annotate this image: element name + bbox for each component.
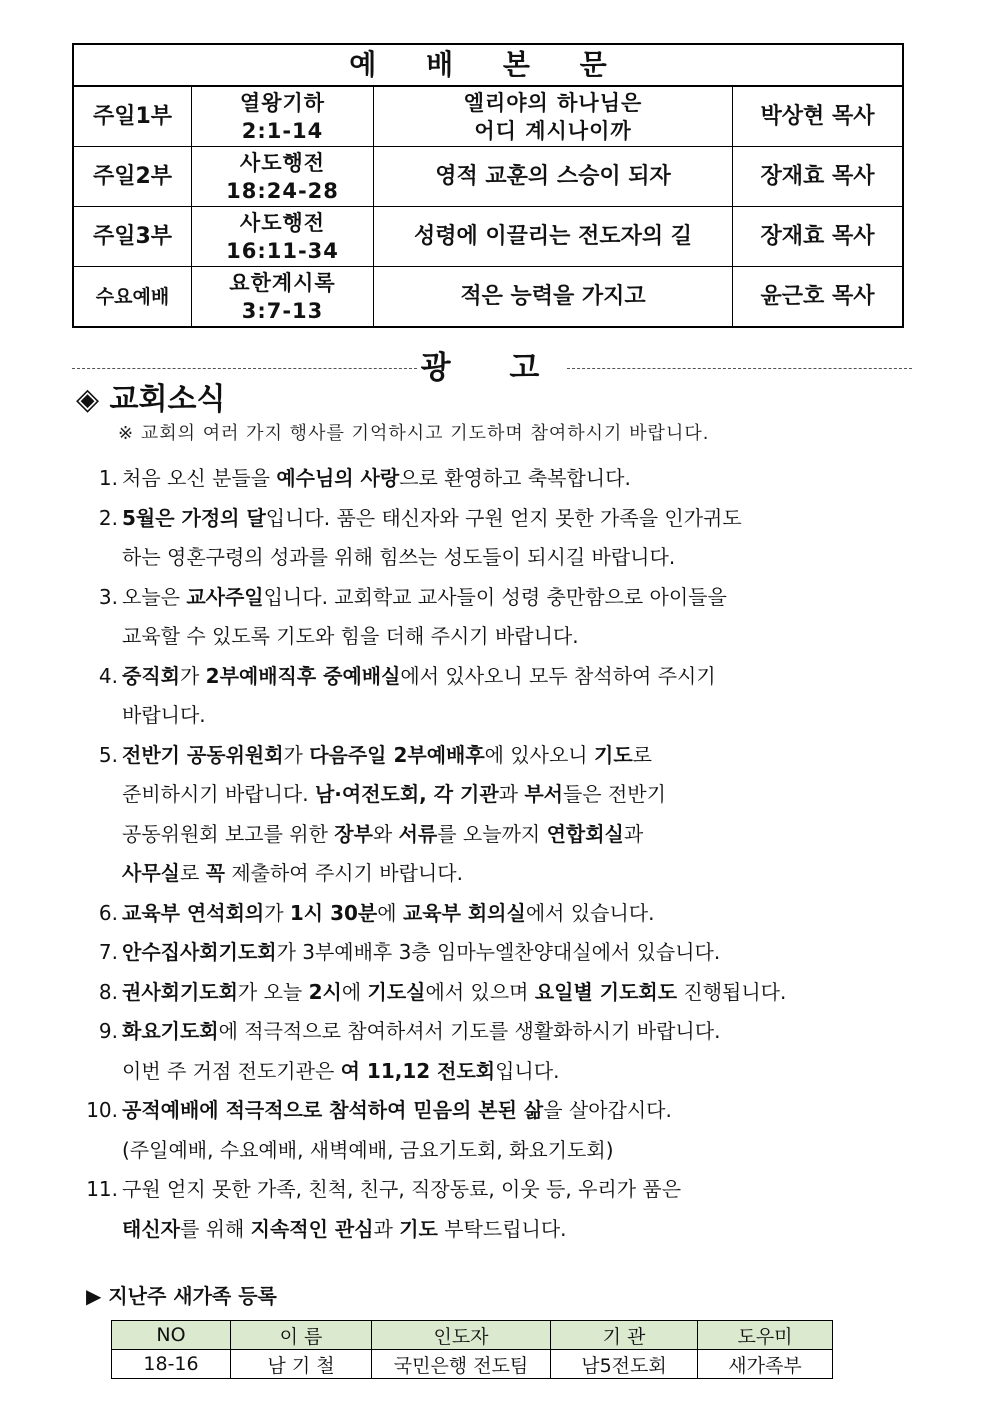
list-item-continued: 이번 주 거점 전도기관은 여 11,12 전도회입니다. — [122, 1058, 560, 1083]
new-family-table — [111, 1320, 833, 1379]
list-item: 11. 구원 얻지 못한 가족, 친척, 친구, 직장동료, 이웃 등, 우리가 품은 — [86, 1177, 682, 1201]
list-item: 4. 중직회가 2부예배직후 중예배실에서 있사오니 모두 참석하여 주시기 — [98, 663, 716, 688]
table-cell: 국민은행 전도팀 — [372, 1350, 551, 1379]
list-item: 9. 화요기도회에 적극적으로 참여하셔서 기도를 생활화하시기 바랍니다. — [98, 1019, 721, 1043]
list-item-continued: 하는 영혼구령의 성과를 위해 힘쓰는 성도들이 되시길 바랍니다. — [122, 545, 676, 569]
worship-row — [73, 267, 903, 328]
dashed-line — [72, 368, 417, 369]
new-family-title: ▶ 지난주 새가족 등록 — [86, 1284, 277, 1308]
list-item: 2. 5월은 가정의 달입니다. 품은 태신자와 구원 얻지 못한 가족을 인가귀도 — [98, 505, 742, 530]
scripture-ref: 열왕기하 2:1-14 — [192, 86, 374, 147]
scripture-ref: 사도행전 16:11-34 — [192, 207, 374, 267]
worship-row — [73, 86, 903, 147]
list-item-continued: 준비하시기 바랍니다. 남·여전도회, 각 기관과 부서들은 전반기 — [122, 782, 666, 806]
list-item-continued: (주일예배, 수요예배, 새벽예배, 금요기도회, 화요기도회) — [122, 1137, 614, 1162]
table-cell: 남 기 철 — [231, 1350, 372, 1379]
service-name: 주일1부 — [73, 86, 192, 147]
worship-title: 예 배 본 문 — [73, 44, 903, 86]
worship-table — [72, 43, 904, 328]
table-cell: 남5전도회 — [551, 1350, 698, 1379]
preacher: 장재효 목사 — [733, 207, 904, 267]
list-item: 3. 오늘은 교사주일입니다. 교회학교 교사들이 성령 충만함으로 아이들을 — [98, 584, 727, 609]
service-name: 주일3부 — [73, 207, 192, 267]
scripture-ref: 사도행전 18:24-28 — [192, 147, 374, 207]
preacher: 장재효 목사 — [733, 147, 904, 207]
sermon-title: 성령에 이끌리는 전도자의 길 — [374, 207, 733, 267]
service-name: 수요예배 — [73, 267, 192, 328]
table-cell: 새가족부 — [698, 1350, 833, 1379]
dashed-line — [567, 368, 912, 369]
note-text: ※ 교회의 여러 가지 행사를 기억하시고 기도하며 참여하시기 바랍니다. — [118, 423, 710, 444]
sermon-title: 영적 교훈의 스승이 되자 — [374, 147, 733, 207]
sermon-title: 엘리야의 하나님은 어디 계시나이까 — [374, 86, 733, 147]
table-header-row — [112, 1321, 833, 1350]
announcement-heading: 광 고 — [420, 350, 564, 386]
table-row — [112, 1350, 833, 1379]
worship-row — [73, 147, 903, 207]
column-header: 도우미 — [698, 1321, 833, 1350]
column-header: 인도자 — [372, 1321, 551, 1350]
list-item: 5. 전반기 공동위원회가 다음주일 2부예배후에 있사오니 기도로 — [98, 742, 652, 767]
list-item-continued: 사무실로 꼭 제출하여 주시기 바랍니다. — [122, 861, 463, 885]
sermon-title: 적은 능력을 가지고 — [374, 267, 733, 328]
list-item-continued: 교육할 수 있도록 기도와 힘을 더해 주시기 바랍니다. — [122, 624, 579, 648]
worship-row — [73, 207, 903, 267]
announcement-list — [76, 462, 936, 1252]
list-item: 8. 권사회기도회가 오늘 2시에 기도실에서 있으며 요일별 기도회도 진행됩니다. — [98, 979, 787, 1004]
list-item: 1. 처음 오신 분들을 예수님의 사랑으로 환영하고 축복합니다. — [98, 466, 631, 490]
list-item: 10. 공적예배에 적극적으로 참석하여 믿음의 본된 삶을 살아갑시다. — [86, 1098, 672, 1122]
list-item: 6. 교육부 연석회의가 1시 30분에 교육부 회의실에서 있습니다. — [98, 900, 655, 925]
preacher: 박상현 목사 — [733, 86, 904, 147]
list-item: 7. 안수집사회기도회가 3부예배후 3층 임마누엘찬양대실에서 있습니다. — [98, 940, 721, 964]
list-item-continued: 태신자를 위해 지속적인 관심과 기도 부탁드립니다. — [122, 1216, 567, 1241]
column-header: NO — [112, 1321, 231, 1350]
preacher: 윤근호 목사 — [733, 267, 904, 328]
service-name: 주일2부 — [73, 147, 192, 207]
list-item-continued: 바랍니다. — [122, 703, 206, 727]
list-item-continued: 공동위원회 보고를 위한 장부와 서류를 오늘까지 연합회실과 — [122, 821, 644, 846]
column-header: 기 관 — [551, 1321, 698, 1350]
section-title: ◈ 교회소식 — [76, 382, 226, 417]
column-header: 이 름 — [231, 1321, 372, 1350]
table-cell: 18-16 — [112, 1350, 231, 1379]
scripture-ref: 요한계시록 3:7-13 — [192, 267, 374, 328]
